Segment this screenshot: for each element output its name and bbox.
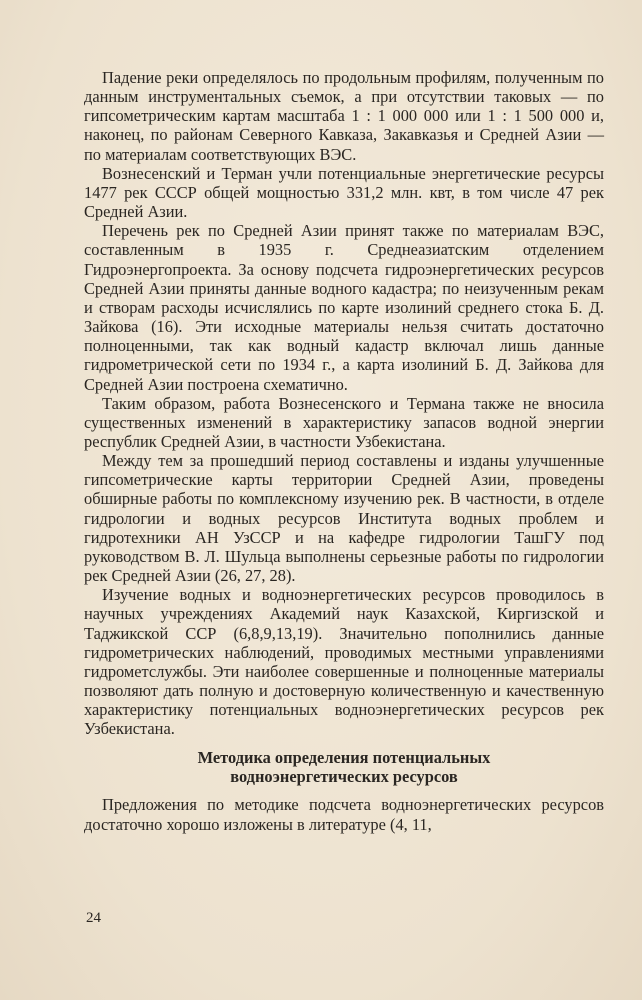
paragraph-3: Перечень рек по Средней Азии принят также по материалам ВЭС, составленным в 1935 г. Среднеазиатским отделением Гидроэнергопроекта. За основу подсчета гидроэнергетических ресурсов Средней Азии приняты данные водного кадастра; по неизученным рекам и створам расходы исчислялись по карте изолиний среднего стока Б. Д. Зайкова (16). Эти исходные материалы нельзя считать достаточно полноценными, так как водный кадастр включал лишь данные гидрометрической сети по 1934 г., а карта изолиний Б. Д. Зайкова для Средней Азии построена схематично.: [84, 221, 604, 394]
paragraph-6: Изучение водных и водноэнергетических ресурсов проводилось в научных учреждениях Академий наук Казахской, Киргизской и Таджикской ССР (6,8,9,13,19). Значительно пополнились данные гидрометрических наблюдений, проводимых местными управлениями гидрометслужбы. Эти наиболее совершенные и полноценные материалы позволяют дать полную и достоверную количественную и качественную характеристику потенциальных водноэнергетических ресурсов рек Узбекистана.: [84, 585, 604, 739]
paragraph-2: Вознесенский и Терман учли потенциальные энергетические ресурсы 1477 рек СССР общей мощностью 331,2 млн. квт, в том числе 47 рек Средней Азии.: [84, 163, 604, 222]
page-number: 24: [86, 910, 101, 926]
paragraph-1: Падение реки определялось по продольным профилям, полученным по данным инструментальных съемок, а при отсутствии таковых — по гипсометрическим картам масштаба 1 : 1 000 000 или 1 : 1 500 000 и, наконец, по районам Северного Кавказа, Закавказья и Средней Азии — по материалам соответствующих ВЭС.: [84, 68, 604, 164]
section-heading: [84, 748, 604, 786]
section-heading-line-2: водноэнергетических ресурсов: [230, 767, 458, 787]
section-heading-line-1: Методика определения потенциальных: [197, 748, 491, 768]
paragraph-7: Предложения по методике подсчета водноэнергетических ресурсов достаточно хорошо изложены в литературе (4, 11,: [84, 795, 604, 834]
paragraph-4: Таким образом, работа Вознесенского и Термана также не вносила существенных изменений в характеристику запасов водной энергии республик Средней Азии, в частности Узбекистана.: [84, 393, 604, 451]
body-text: [84, 68, 604, 834]
paragraph-5: Между тем за прошедший период составлены и изданы улучшенные гипсометрические карты территории Средней Азии, проведены обширные работы по комплексному изучению рек. В частности, в отделе гидрологии и водных ресурсов Института водных проблем и гидротехники АН УзССР и на кафедре гидрологии ТашГУ под руководством В. Л. Шульца выполнены серьезные работы по гидрологии рек Средней Азии (26, 27, 28).: [84, 451, 604, 586]
